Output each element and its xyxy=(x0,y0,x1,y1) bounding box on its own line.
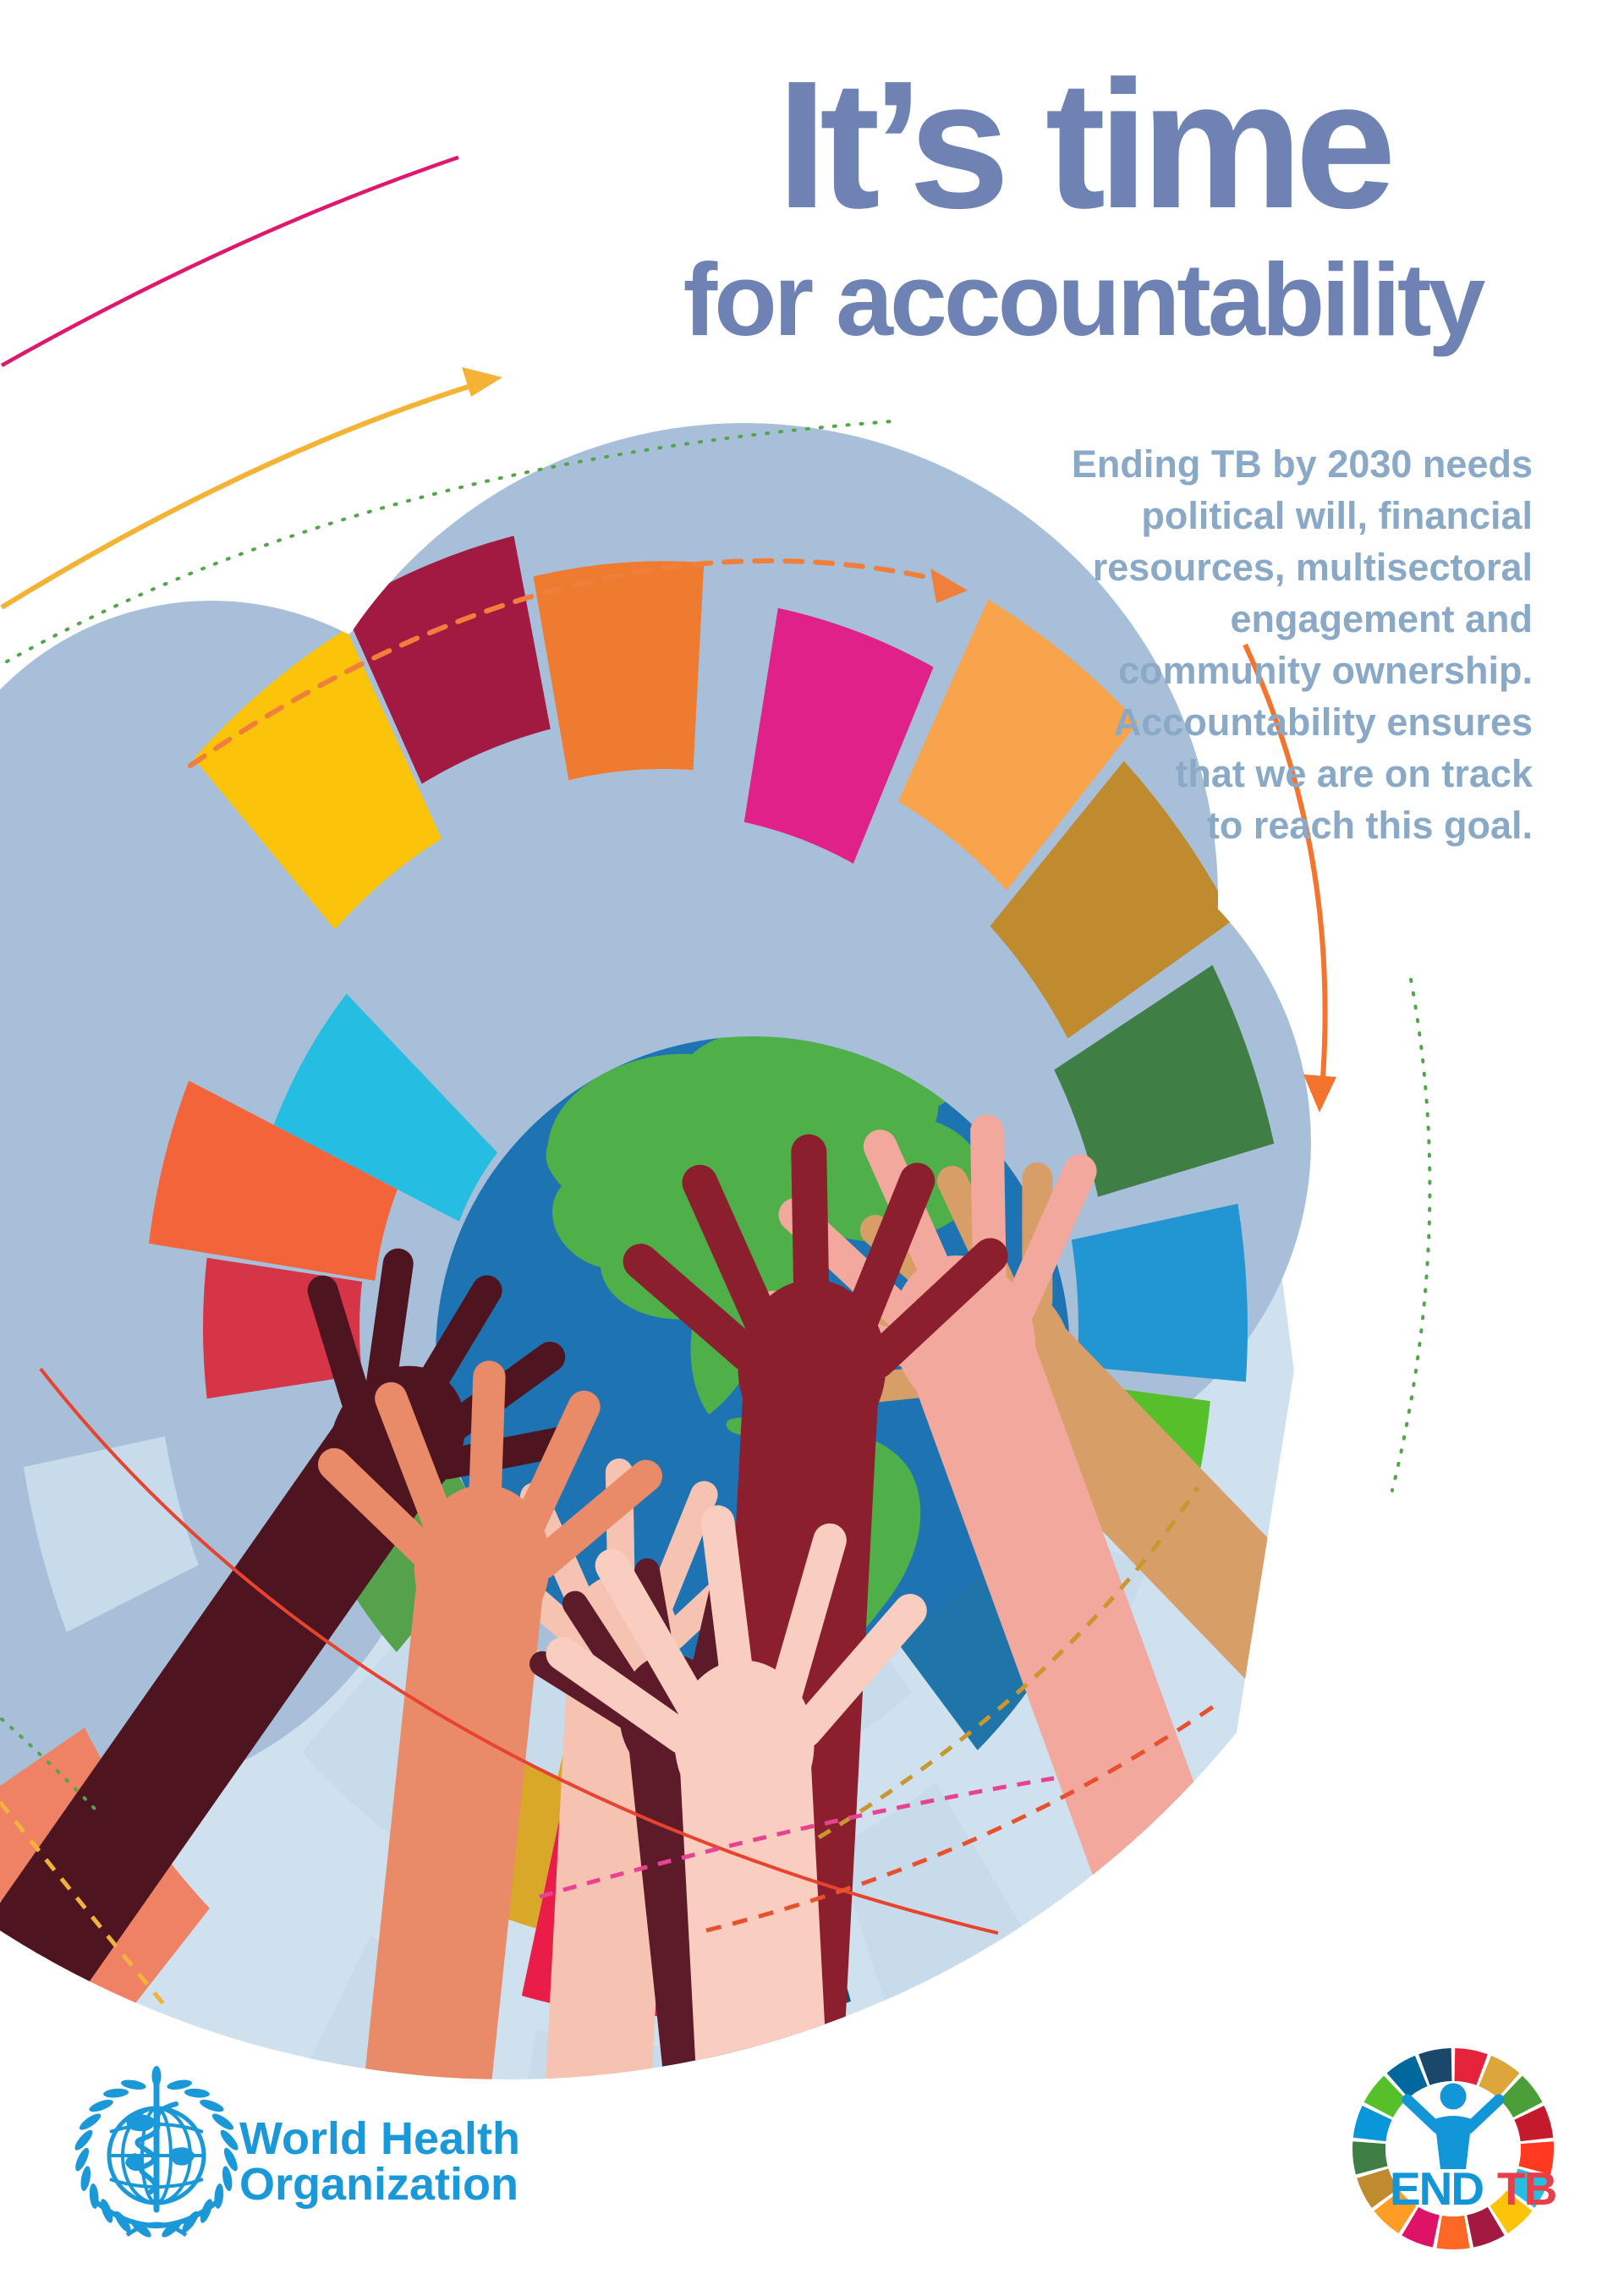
lead-line: engagement and xyxy=(1230,597,1533,640)
who-wordmark-line1: World Health xyxy=(239,2113,521,2164)
lead-line: Accountability ensures xyxy=(1113,700,1533,744)
endtb-person-icon xyxy=(1440,2084,1467,2110)
arrow-head-icon xyxy=(462,367,502,397)
who-logo xyxy=(72,2066,520,2240)
poster-title-line2: for accountability xyxy=(683,242,1483,357)
endtb-logo xyxy=(1352,2048,1556,2249)
laurel-leaf-icon xyxy=(103,2088,129,2099)
lead-line: that we are on track xyxy=(1175,752,1533,795)
poster-title-line1: It’s time xyxy=(776,42,1389,246)
laurel-leaf-icon xyxy=(217,2128,240,2153)
laurel-leaf-icon xyxy=(88,2097,115,2114)
sdg-wheel-segment xyxy=(1436,2216,1469,2249)
lead-line: political will, financial xyxy=(1141,494,1533,537)
lead-line: Ending TB by 2030 needs xyxy=(1071,442,1533,486)
decorative-arc xyxy=(2,157,458,365)
laurel-leaf-icon xyxy=(72,2128,95,2153)
sdg-wheel-segment xyxy=(1352,2141,1388,2174)
lead-line: community ownership. xyxy=(1117,649,1533,692)
who-wordmark-line2: Organization xyxy=(239,2159,519,2210)
lead-line: resources, multisectoral xyxy=(1092,546,1533,589)
laurel-leaf-icon xyxy=(77,2111,103,2133)
laurel-leaf-icon xyxy=(184,2088,211,2099)
laurel-leaf-icon xyxy=(199,2097,226,2114)
poster-lead-text xyxy=(890,438,1533,851)
lead-line: to reach this goal. xyxy=(1206,804,1533,847)
endtb-end-label: END xyxy=(1390,2162,1484,2215)
decorative-arc xyxy=(1392,980,1429,1491)
endtb-tb-label: TB xyxy=(1497,2162,1556,2215)
laurel-leaf-icon xyxy=(210,2111,236,2133)
